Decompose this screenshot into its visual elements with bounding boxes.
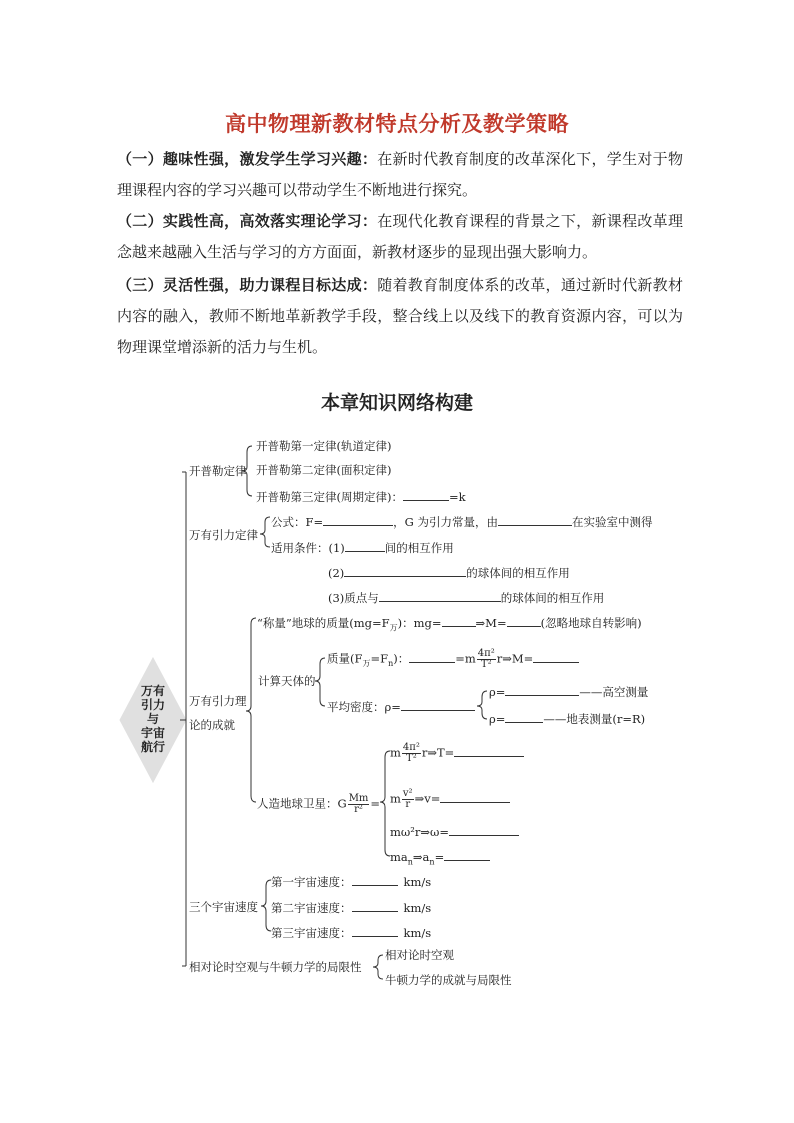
- s3-blank[interactable]: [449, 824, 519, 836]
- density-high: [489, 684, 648, 699]
- density-surface: [489, 711, 645, 726]
- satellite-brace: [380, 751, 390, 856]
- mass-e: r⇒M=: [496, 651, 534, 666]
- s2-m: m: [390, 791, 401, 806]
- gravity-condition-1-a: 适用条件：(1): [271, 541, 345, 555]
- gravity-condition-2-b: 的球体间的相互作用: [466, 566, 570, 580]
- cosmic-v3-label: 第三宇宙速度：: [271, 926, 352, 940]
- s4-c: =: [434, 850, 445, 864]
- cosmic-v3-blank[interactable]: [352, 925, 398, 937]
- gravity-formula-b: ，G 为引力常量，由: [393, 515, 498, 529]
- cosmic-v2-blank[interactable]: [352, 900, 398, 912]
- cosmic-v3: [271, 925, 431, 940]
- paragraph-1-body: 在新时代教育制度的改革深化下，学生对于物理课程内容的学习兴趣可以带动学生不断地进行探究。: [117, 150, 683, 199]
- gravity-formula: [271, 514, 652, 529]
- kepler-law-3: [256, 489, 466, 504]
- gravity-condition-1-blank[interactable]: [345, 540, 385, 552]
- s1-blank[interactable]: [454, 745, 524, 757]
- mass-blank-1[interactable]: [409, 651, 455, 663]
- density-blank[interactable]: [401, 699, 475, 711]
- gravity-condition-3-b: 的球体间的相互作用: [500, 591, 605, 605]
- s4-sub2: n: [429, 857, 435, 867]
- achieve-label-2: 论的成就: [189, 718, 235, 732]
- rho2-blank[interactable]: [505, 711, 543, 723]
- kepler-law-3-text: 开普勒第三定律(周期定律)：: [256, 490, 403, 504]
- s4-sub: n: [407, 857, 413, 867]
- mass-sub2: n: [388, 658, 394, 668]
- s2-b: ⇒v=: [414, 791, 441, 806]
- paragraph-1-heading: （一）趣味性强，激发学生学习兴趣：: [117, 150, 378, 168]
- gravity-formula-blank[interactable]: [323, 514, 393, 526]
- gravity-condition-2: [328, 565, 570, 580]
- cosmic-v1-label: 第一宇宙速度：: [271, 875, 352, 889]
- kepler-law-1: 开普勒第一定律(轨道定律): [256, 439, 392, 453]
- density-brace: [477, 691, 487, 719]
- kepler-law-3-tail: =k: [448, 490, 466, 504]
- relativity-brace: [373, 955, 383, 979]
- gravity-condition-1: [271, 540, 454, 555]
- satellite-accel: [390, 849, 490, 869]
- s2-fraction: $\frac{\text{v²}}{r}$: [402, 788, 413, 810]
- paragraph-2-body: 在现代化教育课程的背景之下，新课程改革理念越来越融入生活与学习的方方面面，新教材逐步的显现出强大影响力。: [117, 212, 683, 261]
- density-a: 平均密度：ρ=: [327, 700, 401, 714]
- cosmic-v3-unit: km/s: [403, 926, 432, 940]
- paragraph-3-heading: （三）灵活性强，助力课程目标达成：: [117, 276, 378, 294]
- gravity-condition-3: [328, 590, 604, 605]
- mass-d: =m: [455, 651, 476, 666]
- gravity-law-label: 万有引力定律: [189, 528, 258, 542]
- gravity-formula-a: 公式：F=: [271, 515, 324, 529]
- satellite-period: [390, 743, 524, 764]
- weigh-d: (忽略地球自转影响): [540, 616, 642, 630]
- paragraph-2-heading: （二）实践性高，高效落实理论学习：: [117, 212, 378, 230]
- s1-m: m: [390, 745, 401, 760]
- kepler-law-3-blank[interactable]: [403, 489, 449, 501]
- s2-blank[interactable]: [440, 791, 510, 803]
- kepler-label: 开普勒定律: [189, 464, 247, 478]
- rho1-blank[interactable]: [505, 684, 579, 696]
- gravity-condition-1-b: 间的相互作用: [384, 541, 454, 555]
- achieve-label-1: 万有引力理: [189, 694, 247, 708]
- weigh-blank-1[interactable]: [442, 615, 476, 627]
- paragraph-3-body: 随着教育制度体系的改革，通过新时代新教材内容的融入，教师不断地革新教学手段，整合线上以及线下的教育资源内容，可以为物理课堂增添新的活力与生机。: [117, 276, 683, 356]
- satellite-eq: =: [370, 796, 381, 811]
- s3: mω²r⇒ω=: [390, 825, 450, 839]
- weigh-b: )：mg=: [397, 616, 442, 630]
- s4: ma: [390, 850, 408, 864]
- gravity-scientist-blank[interactable]: [498, 514, 572, 526]
- weigh-sub: 万: [389, 623, 398, 633]
- calc-label: 计算天体的: [258, 674, 316, 688]
- mass-formula: [327, 649, 579, 671]
- relativity-item-2: 牛顿力学的成就与局限性: [385, 973, 512, 987]
- weigh-a: “称量”地球的质量(mg=F: [257, 616, 390, 630]
- s4-b: ⇒a: [412, 850, 430, 864]
- rho1: ρ=: [489, 685, 506, 699]
- mass-b: =F: [370, 651, 389, 666]
- gravity-condition-3-a: (3)质点与: [328, 591, 379, 605]
- weigh-c: ⇒M=: [475, 616, 507, 630]
- calc-brace: [315, 658, 325, 706]
- cosmic-label: 三个宇宙速度: [189, 900, 258, 914]
- cosmic-v1: [271, 874, 431, 889]
- gravity-condition-3-blank[interactable]: [379, 590, 501, 602]
- mass-blank-2[interactable]: [533, 651, 579, 663]
- cosmic-v1-blank[interactable]: [352, 874, 398, 886]
- relativity-item-1: 相对论时空观: [385, 948, 454, 962]
- satellite-a: 人造地球卫星：G: [257, 796, 347, 811]
- satellite-label: [257, 794, 380, 815]
- rho2-tail: ——地表测量(r=R): [543, 712, 646, 726]
- gravity-condition-2-blank[interactable]: [344, 565, 466, 577]
- section-title: 本章知识网络构建: [320, 392, 473, 414]
- mass-a: 质量(F: [327, 651, 363, 666]
- cosmic-v1-unit: km/s: [403, 875, 432, 889]
- cosmic-v2-unit: km/s: [403, 901, 432, 915]
- s1-b: r⇒T=: [421, 745, 455, 760]
- gravity-brace: [260, 517, 270, 547]
- achieve-brace: [246, 618, 256, 802]
- satellite-velocity: [390, 789, 510, 810]
- satellite-fraction: $\frac{Mm}{\text{r²}}$: [348, 793, 369, 815]
- s4-blank[interactable]: [444, 849, 490, 861]
- kepler-law-2: 开普勒第二定律(面积定律): [256, 463, 392, 477]
- mass-c: )：: [393, 651, 410, 666]
- s1-fraction: $\frac{\text{4π²}}{\text{T²}}$: [402, 742, 420, 764]
- gravity-formula-c: 在实验室中测得: [571, 515, 653, 529]
- density-formula: [327, 699, 475, 714]
- weigh-blank-2[interactable]: [507, 615, 541, 627]
- satellite-omega: [390, 824, 519, 839]
- root-label: 万有 引力 与 宇宙 航行: [140, 684, 165, 754]
- cosmic-brace: [261, 880, 271, 931]
- mass-sub1: 万: [362, 658, 371, 668]
- page-title: 高中物理新教材特点分析及教学策略: [225, 112, 569, 136]
- gravity-condition-2-a: (2): [328, 566, 345, 580]
- cosmic-v2-label: 第二宇宙速度：: [271, 901, 352, 915]
- mass-fraction: $\frac{\text{4π²}}{\text{T²}}$: [477, 648, 495, 670]
- weigh-earth: [257, 615, 642, 635]
- rho2: ρ=: [489, 712, 506, 726]
- relativity-label: 相对论时空观与牛顿力学的局限性: [189, 960, 362, 974]
- cosmic-v2: [271, 900, 431, 915]
- rho1-tail: ——高空测量: [579, 685, 649, 699]
